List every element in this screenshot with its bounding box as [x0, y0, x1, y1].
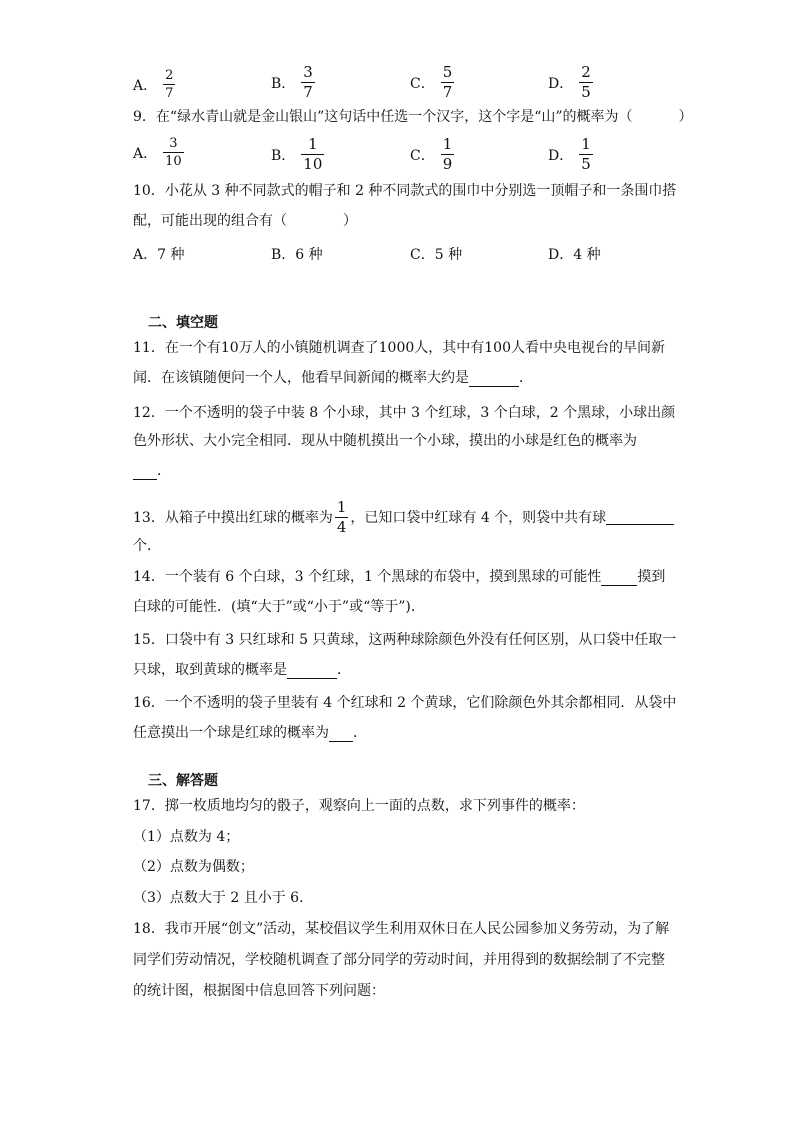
q9-option-c — [410, 136, 454, 173]
q12-line-1: 12．一个不透明的袋子中装 8 个小球，其中 3 个红球，3 个白球，2 个黑球，小球出颜 — [133, 405, 676, 421]
q11-line-2 — [133, 369, 533, 387]
option-label: D． — [548, 147, 574, 164]
numerator: 1 — [336, 498, 347, 516]
fraction — [441, 64, 455, 101]
denominator: 7 — [303, 83, 313, 101]
q13-line-2: 个． — [133, 538, 161, 554]
fraction — [335, 499, 349, 536]
denominator: 5 — [581, 83, 591, 101]
q15-line-2 — [133, 661, 351, 679]
numerator: 1 — [308, 135, 318, 153]
denominator: 5 — [581, 155, 591, 173]
q13-line-1 — [133, 499, 674, 536]
q8-option-d — [548, 64, 593, 101]
numerator: 1 — [581, 135, 591, 153]
q10-option-a: A．7 种 — [133, 247, 185, 263]
q11-text: 闻．在该镇随便问一个人，他看早间新闻的概率大约是 — [133, 370, 469, 386]
q18-line-1: 18．我市开展“创文”活动，某校倡议学生利用双休日在人民公园参加义务劳动，为了解 — [133, 921, 670, 937]
q15-line-1: 15．口袋中有 3 只红球和 5 只黄球，这两种球除颜色外没有任何区别，从口袋中任取一 — [133, 632, 677, 648]
q12-line-3 — [133, 462, 171, 480]
q9-text: 9．在“绿水青山就是金山银山”这句话中任选一个汉字，这个字是“山”的概率为（ — [133, 109, 633, 125]
q13-text-2: ，已知口袋中红球有 4 个，则袋中共有球 — [350, 509, 607, 526]
denominator: 9 — [442, 155, 453, 173]
q8-option-a — [133, 68, 175, 101]
denominator: 7 — [165, 86, 174, 101]
option-label: A． — [133, 77, 158, 94]
fraction — [441, 136, 455, 173]
fraction — [163, 68, 175, 101]
answer-blank[interactable] — [601, 571, 637, 586]
q11-period: ． — [519, 370, 533, 386]
answer-blank[interactable] — [606, 510, 674, 525]
q9-question — [133, 108, 693, 126]
q16-text: 任意摸出一个球是红球的概率为 — [133, 725, 329, 741]
q8-option-b — [271, 64, 315, 101]
option-label: D． — [548, 75, 574, 92]
fraction — [163, 136, 184, 169]
denominator: 10 — [165, 154, 182, 169]
q15-text: 只球，取到黄球的概率是 — [133, 662, 287, 678]
q14-line-2: 白球的可能性．(填“大于”或“小于”或“等于”)． — [133, 599, 425, 615]
q10-line-1: 10．小花从 3 种不同款式的帽子和 2 种不同款式的围巾中分别选一顶帽子和一条围巾搭 — [133, 183, 677, 199]
q14-line-1 — [133, 568, 665, 586]
q10-paren-close: ） — [343, 213, 357, 229]
q8-option-c — [410, 64, 454, 101]
numerator: 2 — [581, 63, 591, 81]
option-label: B． — [271, 75, 296, 92]
fraction-bar — [163, 84, 175, 85]
q10-option-d: D．4 种 — [548, 247, 601, 263]
q18-line-2: 同学们劳动情况，学校随机调查了部分同学的劳动时间，并用得到的数据绘制了不完整 — [133, 952, 665, 968]
option-label: C． — [410, 147, 435, 164]
denominator: 4 — [336, 518, 347, 536]
fraction — [301, 136, 324, 173]
q11-line-1: 11．在一个有10万人的小镇随机调查了1000人，其中有100人看中央电视台的早间新 — [133, 340, 665, 356]
numerator: 1 — [442, 135, 453, 153]
q10-text: 配，可能出现的组合有（ — [133, 213, 287, 229]
q17-sub-1: （1）点数为 4； — [133, 829, 240, 845]
q10-option-b: B．6 种 — [271, 247, 323, 263]
numerator: 2 — [165, 68, 174, 83]
answer-blank[interactable] — [469, 372, 519, 387]
q17-sub-2: （2）点数为偶数； — [133, 859, 254, 875]
fraction — [579, 136, 593, 173]
section-title-fill-in: 二、填空题 — [148, 315, 218, 331]
fraction-bar — [163, 152, 184, 153]
q9-paren-close: ） — [678, 109, 693, 125]
q9-option-a — [133, 136, 184, 169]
answer-blank[interactable] — [133, 465, 157, 480]
q9-option-b — [271, 136, 324, 173]
numerator: 3 — [303, 63, 313, 81]
q17-line-1: 17．掷一枚质地均匀的骰子，观察向上一面的点数，求下列事件的概率： — [133, 798, 585, 814]
fraction — [579, 64, 593, 101]
option-label: A． — [133, 145, 158, 162]
q15-period: ． — [337, 662, 351, 678]
q12-period: ． — [157, 463, 171, 479]
answer-blank[interactable] — [287, 664, 337, 679]
q9-option-d — [548, 136, 593, 173]
q16-line-1: 16．一个不透明的袋子里装有 4 个红球和 2 个黄球，它们除颜色外其余都相同．从袋中 — [133, 695, 677, 711]
numerator: 5 — [442, 63, 453, 81]
q13-text: 13．从箱子中摸出红球的概率为 — [133, 509, 333, 526]
q10-option-c: C．5 种 — [410, 247, 463, 263]
section-title-solutions: 三、解答题 — [148, 773, 218, 789]
answer-blank[interactable] — [329, 727, 353, 742]
fraction — [301, 64, 315, 101]
numerator: 3 — [169, 136, 178, 151]
q18-line-3: 的统计图，根据图中信息回答下列问题： — [133, 983, 385, 999]
q10-line-2 — [133, 212, 357, 230]
q14-text-2: 摸到 — [637, 569, 666, 585]
denominator: 7 — [442, 83, 453, 101]
q16-line-2 — [133, 724, 367, 742]
option-label: B． — [271, 147, 296, 164]
q14-text: 14．一个装有 6 个白球，3 个红球，1 个黑球的布袋中，摸到黑球的可能性 — [133, 569, 602, 585]
q12-line-2: 色外形状、大小完全相同．现从中随机摸出一个小球，摸出的小球是红色的概率为 — [133, 433, 637, 449]
q16-period: ． — [353, 725, 367, 741]
denominator: 10 — [303, 155, 323, 173]
q17-sub-3: （3）点数大于 2 且小于 6． — [133, 890, 314, 906]
option-label: C． — [410, 75, 435, 92]
